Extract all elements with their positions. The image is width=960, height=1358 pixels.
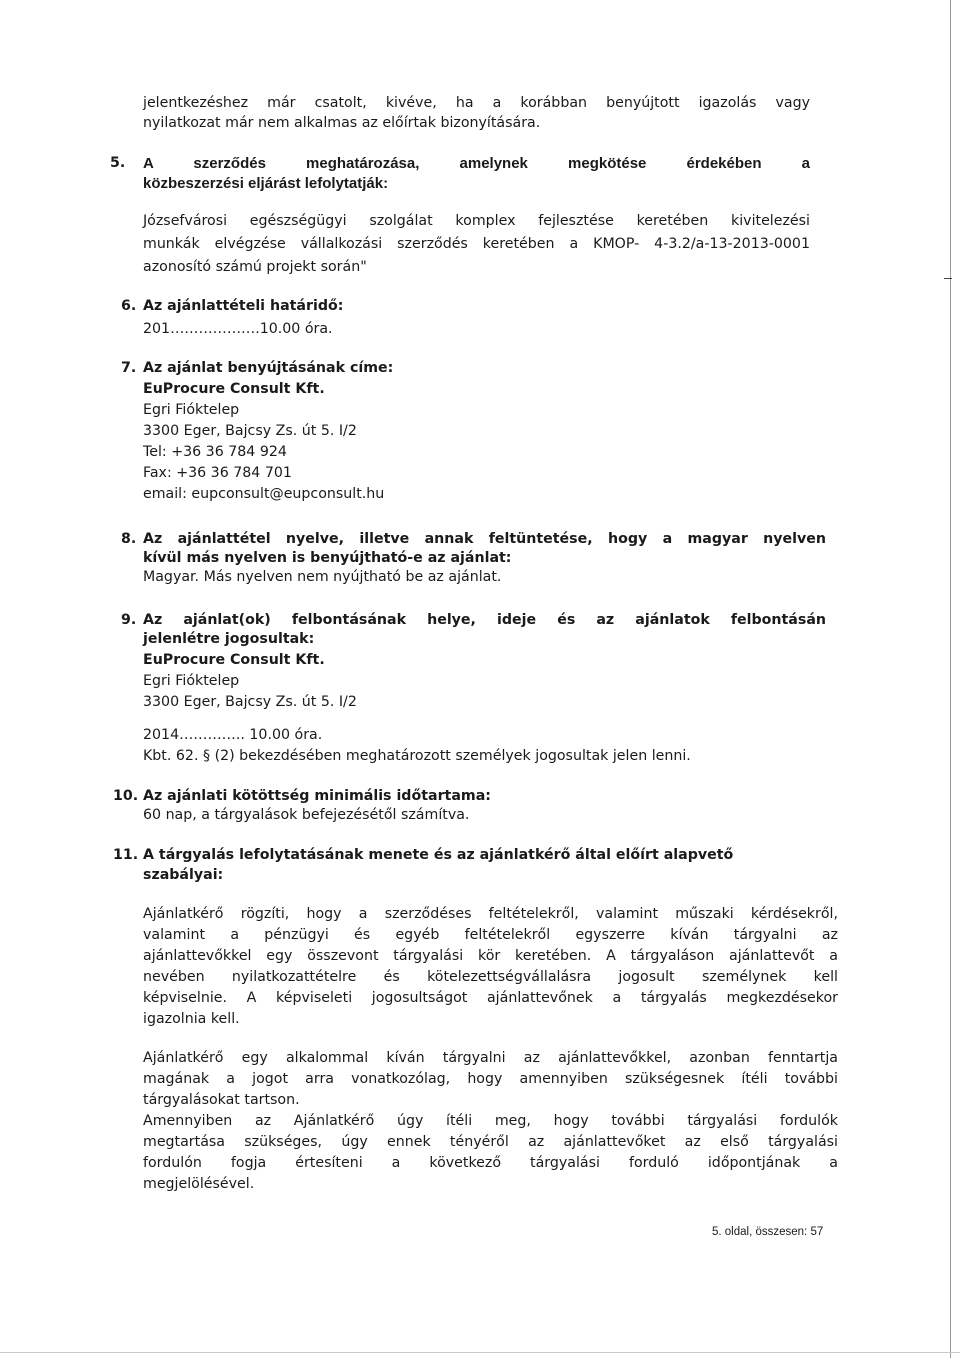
section-5-body-line-3: azonosító számú projekt során" [143,259,367,275]
section-11-p1-line-6: igazolnia kell. [143,1011,240,1027]
section-7-company: EuProcure Consult Kft. [143,381,325,397]
section-5-heading-line-1: A szerződés meghatározása, amelynek megkötése érdekében a [143,155,810,172]
section-11-p1-line-3: ajánlattevőkkel egy összevont tárgyalási kör keretében. A tárgyaláson ajánlattevőt a [143,948,838,964]
section-8-heading-line-2: kívül más nyelven is benyújtható-e az ajánlat: [143,550,512,566]
section-10-heading: Az ajánlati kötöttség minimális időtartama: [143,788,491,804]
section-11-heading-line-1: A tárgyalás lefolytatásának menete és az ajánlatkérő által előírt alapvető [143,847,734,863]
section-7-number: 7. [121,360,137,376]
section-6-heading: Az ajánlattételi határidő: [143,298,344,314]
section-11-heading-line-2: szabályai: [143,867,224,883]
section-9-heading-line-1: Az ajánlat(ok) felbontásának helye, ideje és az ajánlatok felbontásán [143,612,826,628]
section-10-number: 10. [113,788,139,804]
section-11-p3-line-4: megjelölésével. [143,1176,255,1192]
section-5-body-line-2: munkák elvégzése vállalkozási szerződés keretében a KMOP- 4-3.2/a-13-2013-0001 [143,236,810,252]
intro-line-1: jelentkezéshez már csatolt, kivéve, ha a korábban benyújtott igazolás vagy [143,95,810,111]
section-7-branch: Egri Fióktelep [143,402,240,418]
section-9-company: EuProcure Consult Kft. [143,652,325,668]
section-9-address: 3300 Eger, Bajcsy Zs. út 5. I/2 [143,694,357,710]
section-11-p3-line-3: fordulón fogja értesíteni a következő tárgyalási forduló időpontjának a [143,1155,838,1171]
section-9-kbt: Kbt. 62. § (2) bekezdésében meghatározott személyek jogosultak jelen lenni. [143,748,691,764]
section-11-p2-line-1: Ajánlatkérő egy alkalommal kíván tárgyalni az ajánlattevőkkel, azonban fenntartja [143,1050,838,1066]
section-9-number: 9. [121,612,137,628]
section-10-body: 60 nap, a tárgyalások befejezésétől számítva. [143,807,470,823]
scan-edge-bottom [0,1352,960,1353]
section-5-body-line-1: Józsefvárosi egészségügyi szolgálat komplex fejlesztése keretében kivitelezési [143,213,810,229]
intro-line-2: nyilatkozat már nem alkalmas az előírtak bizonyítására. [143,115,541,131]
section-7-fax: Fax: +36 36 784 701 [143,465,292,481]
scan-edge-right [950,0,951,1358]
section-5-heading-line-2: közbeszerzési eljárást lefolytatják: [143,175,389,192]
section-11-p3-line-1: Amennyiben az Ajánlatkérő úgy ítéli meg, hogy további tárgyalási fordulók [143,1113,838,1129]
section-5-number: 5. [110,155,126,171]
section-7-address: 3300 Eger, Bajcsy Zs. út 5. I/2 [143,423,357,439]
section-11-p1-line-2: valamint a pénzügyi és egyéb feltételekről egyszerre kíván tárgyalni az [143,927,838,943]
section-8-number: 8. [121,531,137,547]
section-11-p3-line-2: megtartása szükséges, úgy ennek tényéről az ajánlattevőket az első tárgyalási [143,1134,838,1150]
section-6-number: 6. [121,298,137,314]
section-9-date: 2014………….. 10.00 óra. [143,727,323,743]
section-11-p1-line-4: nevében nyilatkozattételre és kötelezettségvállalásra jogosult személynek kell [143,969,838,985]
section-11-p1-line-1: Ajánlatkérő rögzíti, hogy a szerződéses feltételekről, valamint műszaki kérdésekről, [143,906,838,922]
section-8-body: Magyar. Más nyelven nem nyújtható be az ajánlat. [143,569,502,585]
section-7-email: email: eupconsult@eupconsult.hu [143,486,385,502]
section-8-heading-line-1: Az ajánlattétel nyelve, illetve annak feltüntetése, hogy a magyar nyelven [143,531,826,547]
section-7-heading: Az ajánlat benyújtásának címe: [143,360,394,376]
scan-edge-mark [944,278,952,279]
section-9-heading-line-2: jelenlétre jogosultak: [143,631,315,647]
section-9-branch: Egri Fióktelep [143,673,240,689]
page-number-footer: 5. oldal, összesen: 57 [712,1226,824,1238]
section-11-p2-line-3: tárgyalásokat tartson. [143,1092,300,1108]
section-7-tel: Tel: +36 36 784 924 [143,444,287,460]
section-11-number: 11. [113,847,139,863]
section-11-p2-line-2: magának a jogot arra vonatkozólag, hogy amennyiben szükségesnek ítéli további [143,1071,838,1087]
section-11-p1-line-5: képviselnie. A képviseleti jogosultságot ajánlattevőnek a tárgyalás megkezdésekor [143,990,838,1006]
section-6-deadline: 201……………….10.00 óra. [143,321,333,337]
